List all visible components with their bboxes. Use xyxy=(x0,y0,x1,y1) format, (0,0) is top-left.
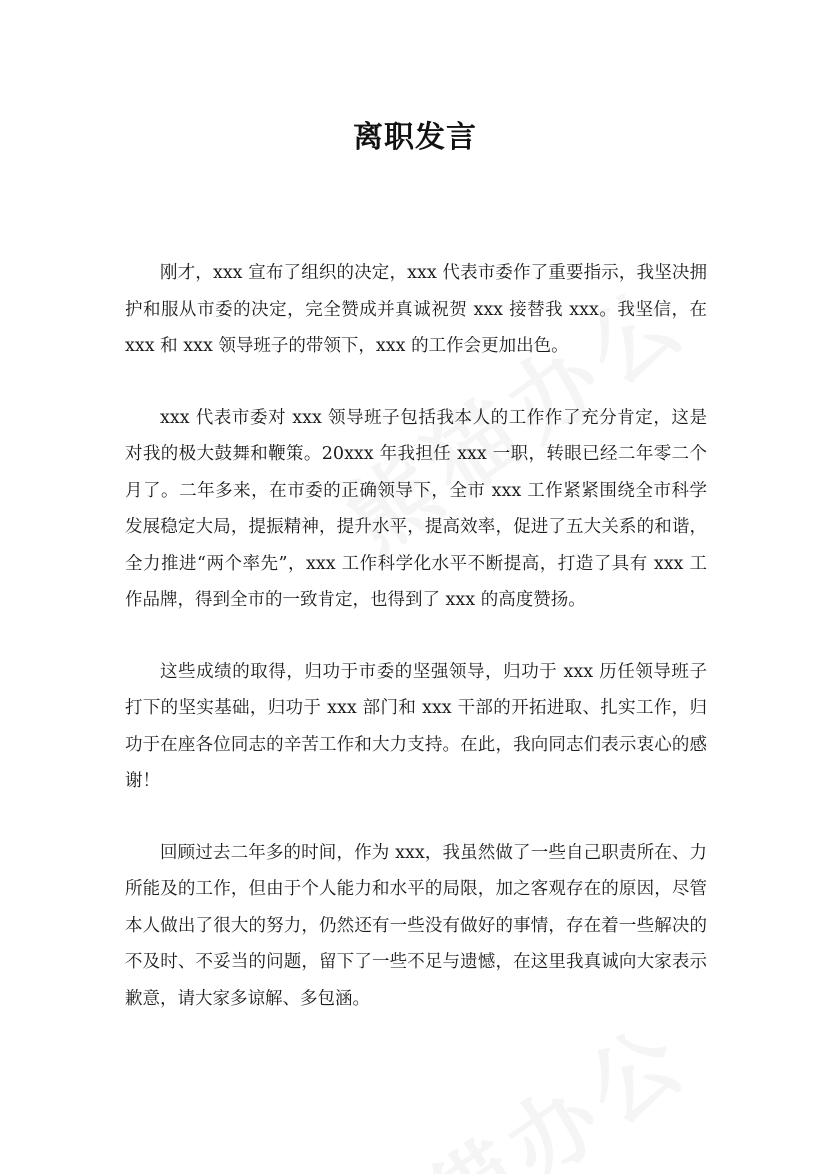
paragraph-2: xxx 代表市委对 xxx 领导班子包括我本人的工作作了充分肯定，这是对我的极大鼓舞和鞭策。20xxx 年我担任 xxx 一职，转眼已经二年零二个月了。二年多来，在市委的正确领导下，全市 xxx 工作紧紧围绕全市科学发展稳定大局，提振精神，提升水平，提高效率，促进了五大关系的和谐，全力推进“两个率先”，xxx 工作科学化水平不断提高，打造了具有 xxx 工作品牌，得到全市的一致肯定，也得到了 xxx 的高度赞扬。 xyxy=(125,407,707,610)
paragraph-1: 刚才，xxx 宣布了组织的决定，xxx 代表市委作了重要指示，我坚决拥护和服从市委的决定，完全赞成并真诚祝贺 xxx 接替我 xxx。我坚信，在 xxx 和 xxx 领导班子的带领下，xxx 的工作会更加出色。 xyxy=(125,263,707,356)
paragraph-3: 这些成绩的取得，归功于市委的坚强领导，归功于 xxx 历任领导班子打下的坚实基础，归功于 xxx 部门和 xxx 干部的开拓进取、扎实工作，归功于在座各位同志的辛苦工作和大力支持。在此，我向同志们表示衷心的感谢！ xyxy=(125,661,707,791)
document-body xyxy=(125,255,707,1052)
document-title: 离职发言 xyxy=(353,120,477,155)
paragraph-4: 回顾过去二年多的时间，作为 xxx，我虽然做了一些自己职责所在、力所能及的工作，但由于个人能力和水平的局限，加之客观存在的原因，尽管本人做出了很大的努力，仍然还有一些没有做好的事情，存在着一些解决的不及时、不妥当的问题，留下了一些不足与遗憾，在这里我真诚向大家表示歉意，请大家多谅解、多包涵。 xyxy=(125,842,707,1009)
